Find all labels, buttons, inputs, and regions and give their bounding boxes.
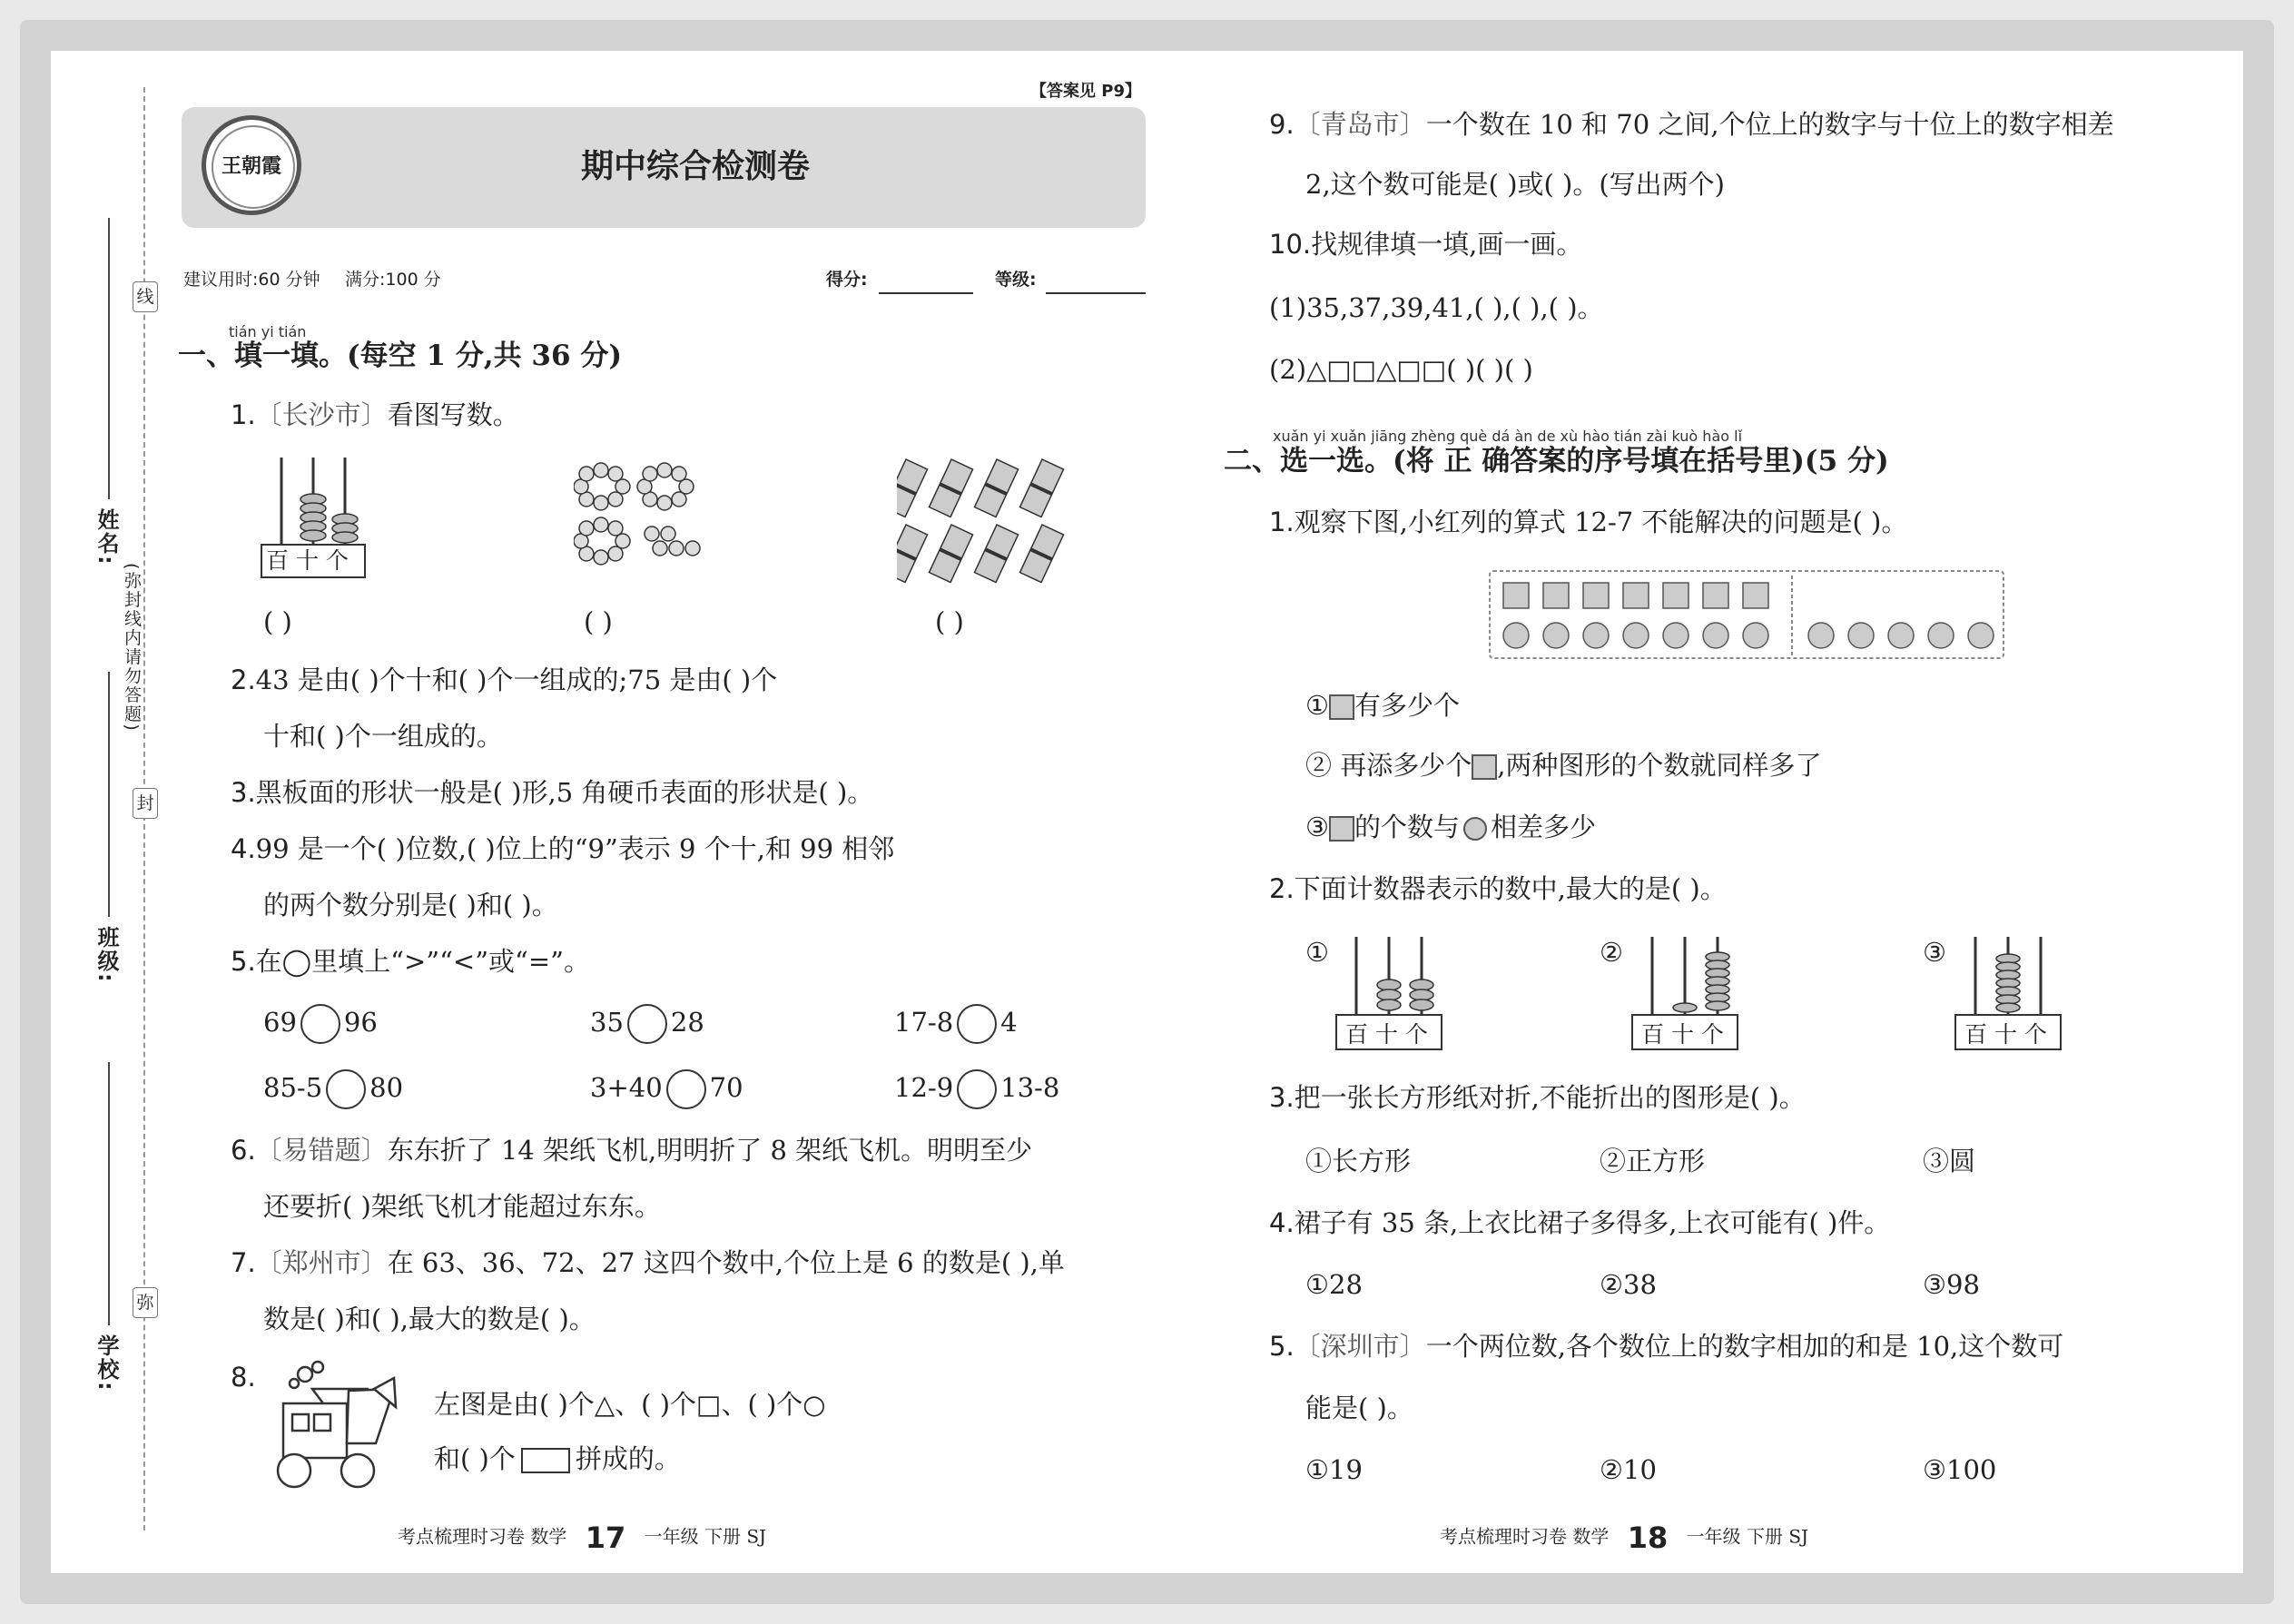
s2q5-opt-2: ②10	[1600, 1454, 1657, 1485]
q6-num: 6.	[231, 1135, 256, 1166]
abacus-2-label: 百 十 个	[1641, 1021, 1724, 1048]
sec1-pinyin: tián yi tián	[229, 323, 307, 340]
q4-text-2: 的两个数分别是( )和( )。	[263, 890, 558, 920]
q5-item-4-left: 85-5	[263, 1072, 323, 1103]
q10-text-1: 找规律填一填,画一画。	[1311, 229, 1583, 260]
answer-ref: 【答案见 P9】	[1030, 82, 1141, 101]
sec2-title: 二、选一选。(将 正 确答案的序号填在括号里)(5 分)	[1224, 445, 1889, 477]
binding-mi-box: 弥	[133, 1287, 158, 1318]
q6-text-1: 东东折了 14 架纸飞机,明明折了 8 架纸飞机。明明至少	[387, 1135, 1033, 1166]
footer-left-series: 考点梳理时习卷 数学	[398, 1525, 567, 1548]
compare-circle[interactable]	[627, 1004, 667, 1044]
q5-text: 在◯里填上“>”“<”或“=”。	[255, 946, 590, 977]
compare-circle[interactable]	[326, 1069, 366, 1109]
q1-tag: 〔长沙市〕	[255, 399, 388, 430]
q7-tag: 〔郑州市〕	[255, 1247, 388, 1278]
q3-text: 黑板面的形状一般是( )形,5 角硬币表面的形状是( )。	[255, 777, 874, 808]
compare-circle[interactable]	[300, 1004, 340, 1044]
q5-item-2-left: 35	[590, 1007, 624, 1038]
footer-right-series: 考点梳理时习卷 数学	[1440, 1525, 1610, 1548]
school-line	[108, 1062, 110, 1325]
q9-num: 9.	[1269, 109, 1295, 140]
s2q1-opt1-num: ①	[1305, 690, 1329, 721]
q2-text-2: 十和( )个一组成的。	[263, 721, 503, 752]
class-line	[108, 672, 110, 917]
square-icon	[1329, 816, 1354, 842]
s2q3-opt-3: ③圆	[1923, 1146, 1976, 1176]
s2q3-line	[1269, 1082, 1806, 1114]
class-label: 班级:	[94, 926, 119, 984]
s2q1-opt3-num: ③	[1305, 812, 1329, 842]
s2q5-text-2: 能是( )。	[1305, 1393, 1413, 1423]
q6-text-2: 还要折( )架纸飞机才能超过东东。	[263, 1191, 661, 1222]
q1-blank-1[interactable]: ( )	[263, 606, 292, 637]
q9-line1	[1269, 109, 2114, 141]
s2q1-opt2-text-b: ,两种图形的个数就同样多了	[1497, 750, 1822, 781]
footer-right	[1440, 1521, 1808, 1555]
q8-text-1c: 、( )个	[721, 1389, 803, 1420]
binding-feng-box: 封	[133, 788, 158, 819]
q8-text-2b: 拼成的。	[575, 1443, 681, 1474]
triangle-icon: △	[594, 1389, 615, 1420]
q1-line	[231, 399, 519, 431]
q8-line2	[434, 1443, 681, 1475]
grade-line	[1046, 290, 1146, 294]
q8-num: 8.	[231, 1362, 256, 1393]
q5-item-6-left: 12-9	[894, 1072, 954, 1103]
s2q5-line1	[1269, 1331, 2063, 1363]
q2-line1	[231, 664, 777, 696]
s2q4-num: 4.	[1269, 1207, 1295, 1238]
q5-item-3-right: 4	[1000, 1007, 1018, 1038]
q5-num: 5.	[231, 946, 256, 977]
q5-item-5-left: 3+40	[590, 1072, 663, 1103]
s2q3-opt-1: ①长方形	[1305, 1146, 1412, 1176]
logo	[202, 115, 301, 215]
s2q2-text: 下面计数器表示的数中,最大的是( )。	[1294, 873, 1727, 904]
q8-text-1a: 左图是由( )个	[434, 1389, 595, 1420]
q10-num: 10.	[1269, 229, 1312, 260]
q10-text-3: (2)△□□△□□( )( )( )	[1269, 354, 1533, 385]
sec1-title: 一、填一填。(每空 1 分,共 36 分)	[178, 340, 623, 372]
s2q1-figure	[1489, 570, 2006, 661]
s2q4-line	[1269, 1207, 1890, 1239]
s2q5-opt-1: ①19	[1305, 1454, 1363, 1485]
s2q4-text: 裙子有 35 条,上衣比裙子多得多,上衣可能有( )件。	[1294, 1207, 1891, 1238]
s2q1-num: 1.	[1269, 507, 1295, 537]
footer-right-grade: 一年级 下册 SJ	[1686, 1525, 1809, 1548]
q9-text-1: 一个数在 10 和 70 之间,个位上的数字与十位上的数字相差	[1425, 109, 2114, 140]
q4-num: 4.	[231, 833, 256, 864]
q3-line	[231, 777, 873, 809]
circle-icon: ○	[802, 1389, 826, 1420]
s2q5-num: 5.	[1269, 1331, 1295, 1362]
square-icon	[1329, 694, 1354, 720]
q5-item-2	[590, 1004, 704, 1044]
q5-item-1	[263, 1004, 378, 1044]
q5-item-6-right: 13-8	[1000, 1072, 1060, 1103]
abacus-1-label: 百 十 个	[1345, 1021, 1428, 1048]
q5-item-1-right: 96	[343, 1007, 378, 1038]
page-number-17: 17	[585, 1521, 626, 1555]
q1-stick-bundles	[897, 454, 1088, 590]
s2q1-line	[1269, 507, 1907, 538]
s2q4-opt-3: ③98	[1923, 1269, 1980, 1300]
q9-tag: 〔青岛市〕	[1294, 109, 1426, 140]
q1-blank-2[interactable]: ( )	[584, 606, 613, 637]
s2q1-opt1-text: 有多少个	[1354, 690, 1461, 721]
q8-line1	[434, 1389, 826, 1421]
s2q5-tag: 〔深圳市〕	[1294, 1331, 1426, 1362]
q2-num: 2.	[231, 664, 256, 695]
s2q2-label-3: ③	[1923, 937, 1946, 968]
q10-line1	[1269, 229, 1582, 261]
q7-line1	[231, 1247, 1065, 1279]
circle-icon	[1463, 817, 1487, 841]
s2q1-opt2-text: ② 再添多少个	[1305, 750, 1472, 781]
q1-num: 1.	[231, 399, 256, 430]
score-line	[879, 290, 973, 294]
q1-circle-groups	[574, 461, 710, 579]
rectangle-icon	[521, 1448, 570, 1473]
suggested-time: 建议用时:60 分钟	[183, 270, 320, 290]
school-label: 学校:	[94, 1334, 119, 1393]
s2q3-opt-2: ②正方形	[1600, 1146, 1706, 1176]
s2q1-opt3	[1305, 812, 1596, 843]
q6-tag: 〔易错题〕	[255, 1135, 388, 1166]
q8-shape-figure	[258, 1353, 412, 1498]
footer-left	[398, 1521, 766, 1555]
q8-text-1b: 、( )个	[615, 1389, 697, 1420]
total-score: 满分:100 分	[345, 270, 441, 290]
q1-text: 看图写数。	[387, 399, 519, 430]
q7-text-2: 数是( )和( ),最大的数是( )。	[263, 1304, 596, 1334]
q7-num: 7.	[231, 1247, 256, 1278]
s2q2-num: 2.	[1269, 873, 1295, 904]
sec2-pinyin: xuǎn yi xuǎn jiāng zhèng què dá àn de xù hào tián zài kuò hào lǐ	[1273, 428, 1743, 445]
compare-circle[interactable]	[957, 1069, 997, 1109]
q6-line1	[231, 1135, 1032, 1166]
s2q4-opt-2: ②38	[1600, 1269, 1657, 1300]
q5-item-5	[590, 1069, 743, 1109]
s2q3-text: 把一张长方形纸对折,不能折出的图形是( )。	[1294, 1082, 1806, 1113]
q7-text-1: 在 63、36、72、27 这四个数中,个位上是 6 的数是( ),单	[387, 1247, 1065, 1278]
square-icon: □	[696, 1389, 722, 1420]
q9-text-2: 2,这个数可能是( )或( )。(写出两个)	[1305, 169, 1725, 200]
q3-num: 3.	[231, 777, 256, 808]
compare-circle[interactable]	[957, 1004, 997, 1044]
s2q1-opt2	[1305, 750, 1821, 782]
name-line	[108, 218, 110, 499]
logo-text: 王朝霞	[221, 154, 281, 178]
page-number-18: 18	[1627, 1521, 1669, 1555]
s2q3-num: 3.	[1269, 1082, 1295, 1113]
abacus-3-label: 百 十 个	[1964, 1021, 2047, 1048]
q5-item-2-right: 28	[670, 1007, 704, 1038]
q8-text-2a: 和( )个	[434, 1443, 516, 1474]
score-label: 得分:	[826, 270, 868, 290]
q5-item-5-right: 70	[709, 1072, 743, 1103]
compare-circle[interactable]	[666, 1069, 706, 1109]
q5-item-3	[894, 1004, 1018, 1044]
q1-abacus-label: 百 十 个	[266, 547, 349, 574]
footer-left-grade: 一年级 下册 SJ	[644, 1525, 767, 1548]
q1-blank-3[interactable]: ( )	[935, 606, 964, 637]
s2q2-label-1: ①	[1305, 937, 1329, 968]
q2-text-1: 43 是由( )个十和( )个一组成的;75 是由( )个	[255, 664, 778, 695]
q5-item-6	[894, 1069, 1059, 1109]
s2q1-opt3-text: 的个数与	[1354, 812, 1461, 842]
s2q1-opt1	[1305, 690, 1460, 722]
s2q2-label-2: ②	[1600, 937, 1623, 968]
s2q2-line	[1269, 873, 1727, 905]
s2q5-text-1: 一个两位数,各个数位上的数字相加的和是 10,这个数可	[1425, 1331, 2064, 1362]
s2q5-opt-3: ③100	[1923, 1454, 1997, 1485]
square-icon	[1472, 754, 1497, 780]
name-label: 姓名:	[94, 508, 119, 566]
binding-xian-box: 线	[133, 281, 158, 312]
q5-item-1-left: 69	[263, 1007, 297, 1038]
q5-item-3-left: 17-8	[894, 1007, 954, 1038]
s2q1-text: 观察下图,小红列的算式 12-7 不能解决的问题是( )。	[1294, 507, 1908, 537]
s2q1-opt3-text-c: 相差多少	[1491, 812, 1597, 842]
s2q4-opt-1: ①28	[1305, 1269, 1363, 1300]
no-answer-note: (弥封线内请勿答题)	[122, 563, 142, 733]
q4-text-1: 99 是一个( )位数,( )位上的“9”表示 9 个十,和 99 相邻	[255, 833, 895, 864]
q4-line1	[231, 833, 894, 865]
q5-line	[231, 946, 590, 978]
page-title: 期中综合检测卷	[581, 148, 811, 185]
q5-item-4	[263, 1069, 403, 1109]
q5-item-4-right: 80	[369, 1072, 404, 1103]
grade-label: 等级:	[995, 270, 1037, 290]
q10-text-2: (1)35,37,39,41,( ),( ),( )。	[1269, 292, 1604, 323]
